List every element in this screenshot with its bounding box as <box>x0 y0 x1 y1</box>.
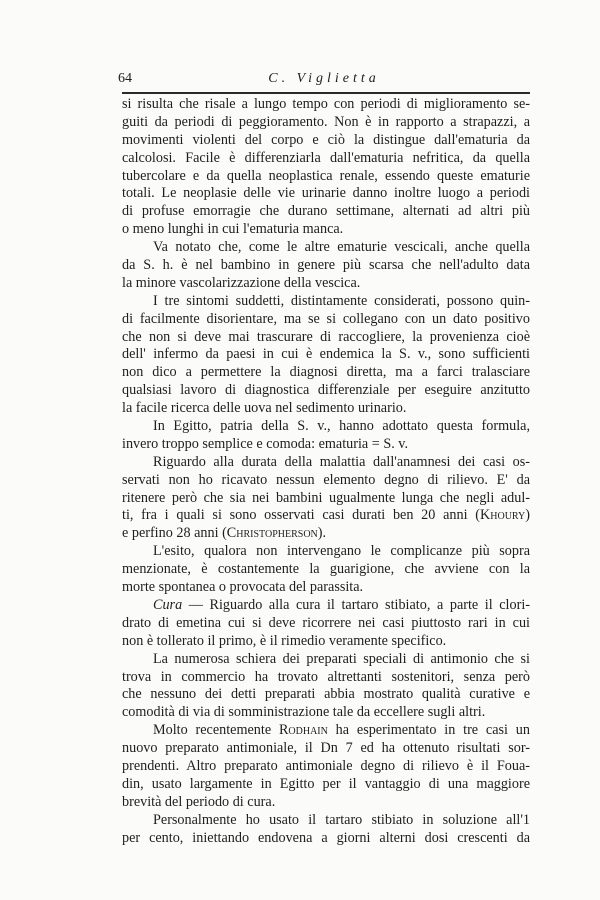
running-head-author: C. Viglietta <box>268 71 380 86</box>
text-segment: ti, fra i quali si sono osservati casi durati ben 20 anni ( <box>122 507 480 524</box>
text-line: menzionate, è costantemente la guarigione, che avviene con la <box>122 561 530 578</box>
text-line: brevità del periodo di cura. <box>122 793 276 810</box>
text-segment: ) <box>525 507 530 524</box>
text-line: prendenti. Altro preparato antimoniale degno di rilievo è il Foua- <box>122 757 530 774</box>
text-line: drato di emetina cui si deve ricorrere nei casi piuttosto rari in cui <box>122 614 530 631</box>
text-segment: ). <box>317 525 327 542</box>
text-line: totali. Le neoplasie delle vie urinarie danno inoltre luogo a periodi <box>122 185 530 202</box>
paragraph <box>122 96 530 239</box>
text-line: In Egitto, patria della S. v., hanno adottato questa formula, <box>153 418 530 435</box>
text-line: che nessuno dei detti preparati abbia mostrato qualità curative e <box>122 686 530 703</box>
author-name: Khoury <box>480 507 526 524</box>
text-line: non è tollerato il primo, è il rimedio veramente specifico. <box>122 632 447 649</box>
text-line: la facile ricerca delle uova nel sedimento urinario. <box>122 400 407 417</box>
text-line: comodità di via di somministrazione tale da eccellere sugli altri. <box>122 704 486 721</box>
text-line: non dico a permettere la diagnosi diretta, ma a farci tralasciare <box>122 364 530 381</box>
text-line <box>122 525 530 543</box>
paragraph <box>122 239 530 293</box>
text-line: Riguardo alla durata della malattia dall'anamnesi dei casi os- <box>153 453 530 470</box>
text-line: Personalmente ho usato il tartaro stibiato in soluzione all'1 <box>153 811 530 828</box>
text-segment: e perfino 28 anni ( <box>122 525 227 542</box>
text-line: guiti da periodi di peggioramento. Non è in rapporto a strapazzi, a <box>122 113 530 130</box>
text-line: tubercolare e da quella neoplastica renale, essendo queste ematurie <box>122 167 530 184</box>
text-line: trova in commercio ha trovato altrettanti sostenitori, senza però <box>122 668 530 685</box>
text-line: calcolosi. Facile è differenziarla dall'ematuria nefritica, da quella <box>122 149 530 166</box>
text-line: nuovo preparato antimoniale, il Dn 7 ed ha ottenuto risultati sor- <box>122 740 530 757</box>
text-line: per cento, iniettando endovena a giorni alterni dosi crescenti da <box>122 829 530 846</box>
text-line: si risulta che risale a lungo tempo con periodi di miglioramento se- <box>122 96 530 112</box>
text-line <box>122 507 530 525</box>
text-line: invero troppo semplice e comoda: ematuria = S. v. <box>122 435 409 452</box>
paragraph <box>122 651 530 723</box>
text-line: I tre sintomi suddetti, distintamente considerati, possono quin- <box>153 292 530 309</box>
text-segment: Molto recentemente <box>153 722 279 739</box>
text-line: che non si deve mai trascurare di raccogliere, la provenienza cioè <box>122 328 530 345</box>
paragraph <box>122 454 530 543</box>
paragraph <box>122 597 530 651</box>
page-number: 64 <box>118 71 132 86</box>
text-line <box>122 597 530 615</box>
text-line: o meno lunghi in cui l'ematuria manca. <box>122 221 344 238</box>
text-line: din, usato largamente in Egitto per il vantaggio di una maggiore <box>122 775 530 792</box>
text-line: da S. h. è nel bambino in genere più scarsa che nell'adulto data <box>122 257 530 274</box>
body-text <box>122 96 530 847</box>
text-line: qualsiasi lavoro di diagnostica differenziale per eseguire anzitutto <box>122 382 530 399</box>
text-line: La numerosa schiera dei preparati speciali di antimonio che si <box>153 650 530 667</box>
paragraph <box>122 543 530 597</box>
text-line: movimenti violenti del corpo e ciò la distingue dall'ematuria da <box>122 131 530 148</box>
text-line: la minore vascolarizzazione della vescica. <box>122 274 361 291</box>
paragraph <box>122 418 530 454</box>
text-line: morte spontanea o provocata del parassita. <box>122 579 364 596</box>
text-line: L'esito, qualora non intervengano le complicanze più sopra <box>153 543 530 560</box>
text-line: di profuse emorragie che durano settimane, alternati ad altri più <box>122 203 530 220</box>
header-rule <box>122 92 530 94</box>
text-line: dell' infermo da paesi in cui è endemica la S. v., sono sufficienti <box>122 346 530 363</box>
text-line: di facilmente disorientare, ma se si collegano con un dato positivo <box>122 310 530 327</box>
running-header <box>118 71 530 91</box>
author-name: Rodhain <box>278 722 328 739</box>
paragraph <box>122 722 530 811</box>
text-line: Va notato che, come le altre ematurie vescicali, anche quella <box>153 239 530 256</box>
text-segment: ha esperimentato in tre casi un <box>327 722 530 739</box>
text-line: ritenere però che sia nei bambini ugualmente lunga che negli adul- <box>122 489 530 506</box>
text-line <box>122 722 530 740</box>
text-segment: — Riguardo alla cura il tartaro stibiato, a parte il clori- <box>182 596 530 613</box>
paragraph <box>122 293 530 418</box>
section-label: Cura <box>153 596 183 613</box>
text-line: servati non ho ricavato nessun elemento degno di rilievo. E' da <box>122 471 530 488</box>
paragraph <box>122 812 530 848</box>
author-name: Christopherson <box>226 525 318 542</box>
